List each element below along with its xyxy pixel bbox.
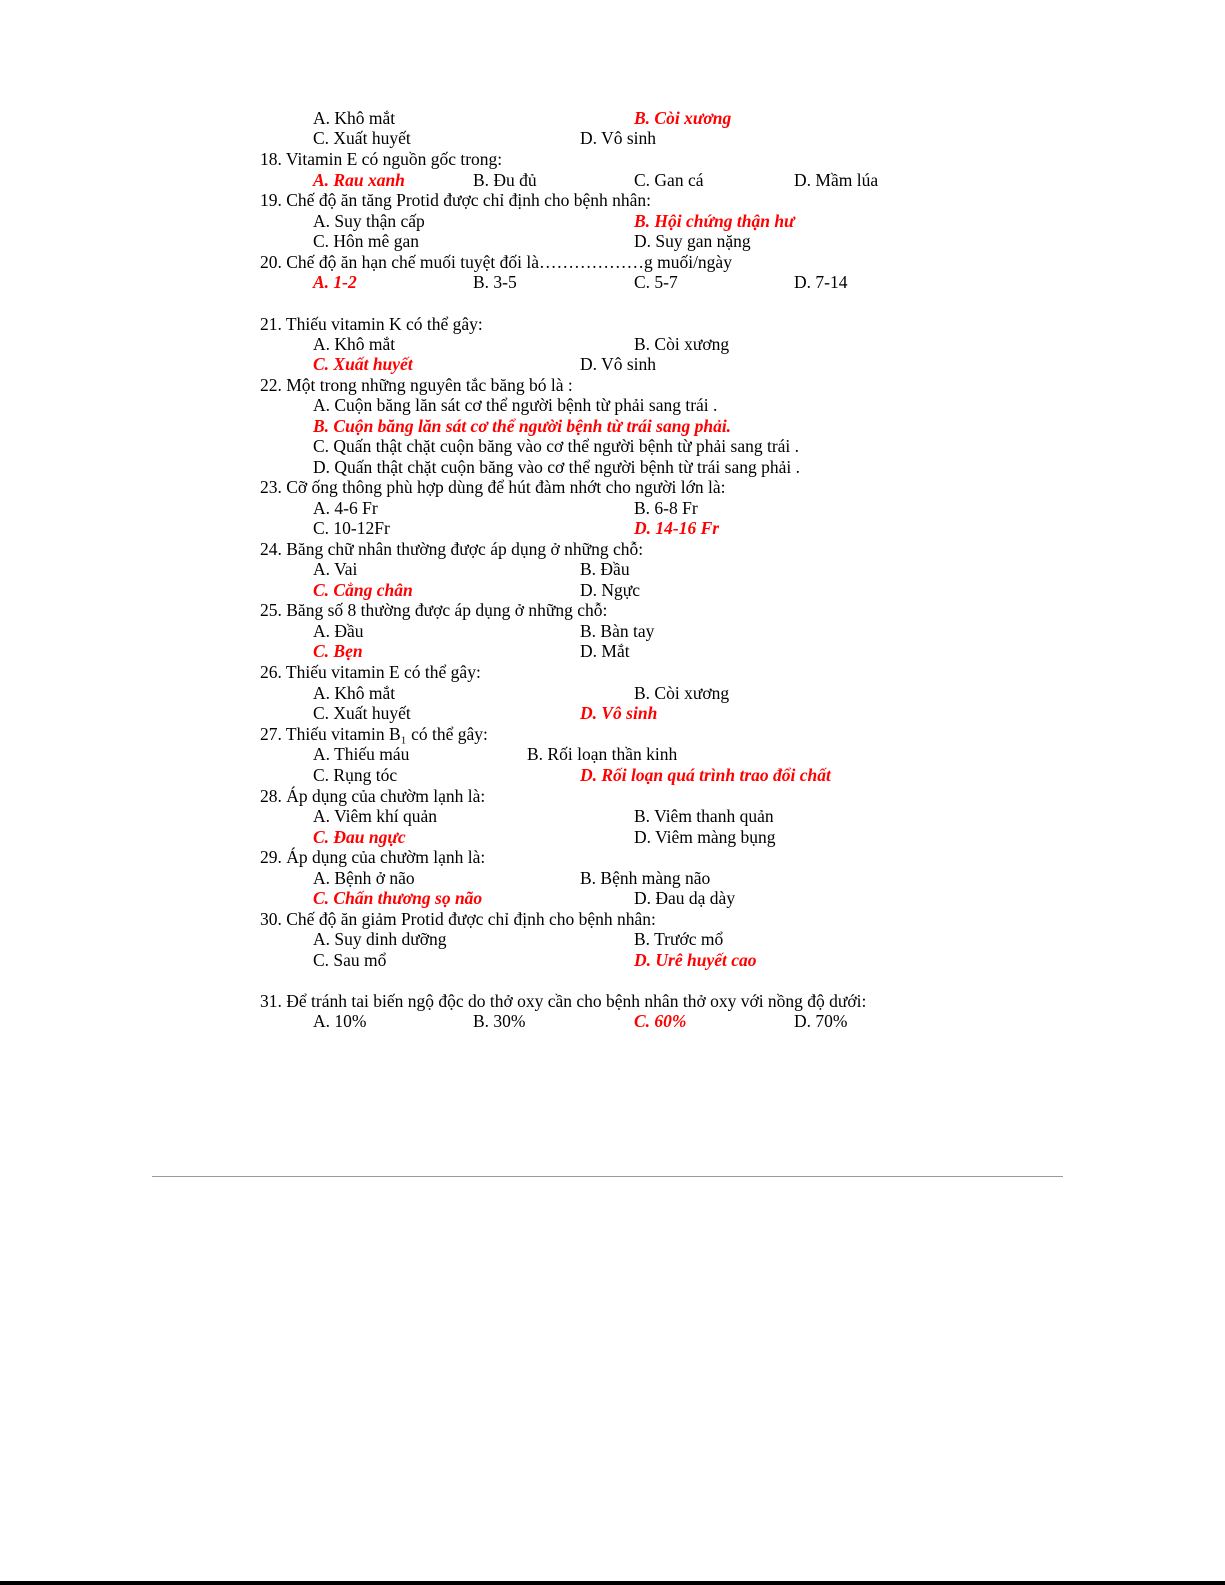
question-line xyxy=(0,662,1225,682)
option: C. Hôn mê gan xyxy=(313,231,419,251)
option: D. Mắt xyxy=(580,641,630,661)
question-text: 24. Băng chữ nhân thường được áp dụng ở những chỗ: xyxy=(260,539,644,559)
answer-option: C. Cẳng chân xyxy=(313,580,413,600)
options-line xyxy=(0,436,1225,456)
option: D. Đau dạ dày xyxy=(634,888,736,908)
question-line xyxy=(0,190,1225,210)
option: C. 5-7 xyxy=(634,272,678,292)
question-line xyxy=(0,252,1225,272)
option: A. Khô mắt xyxy=(313,334,396,354)
answer-option: A. 1-2 xyxy=(313,272,357,292)
options-line xyxy=(0,334,1225,354)
option: A. 10% xyxy=(313,1011,367,1031)
option: C. Sau mổ xyxy=(313,950,387,970)
option: B. Viêm thanh quản xyxy=(634,806,774,826)
option: A. 4-6 Fr xyxy=(313,498,378,518)
question-line xyxy=(0,600,1225,620)
question-line xyxy=(0,149,1225,169)
answer-option: C. Chấn thương sọ não xyxy=(313,888,483,908)
options-line xyxy=(0,354,1225,374)
options-line xyxy=(0,170,1225,190)
option: D. Quấn thật chặt cuộn băng vào cơ thể người bệnh từ trái sang phải . xyxy=(313,457,801,477)
question-text: 23. Cỡ ống thông phù hợp dùng để hút đàm nhớt cho người lớn là: xyxy=(260,477,726,497)
option: D. 7-14 xyxy=(794,272,848,292)
question-line xyxy=(0,724,1225,744)
option: D. Mầm lúa xyxy=(794,170,879,190)
option: C. 10-12Fr xyxy=(313,518,390,538)
option: B. Bàn tay xyxy=(580,621,655,641)
options-line xyxy=(0,827,1225,847)
option: A. Suy dinh dưỡng xyxy=(313,929,447,949)
question-line xyxy=(0,847,1225,867)
page-bottom-edge xyxy=(0,1581,1225,1585)
question-text: 30. Chế độ ăn giảm Protid được chỉ định cho bệnh nhân: xyxy=(260,909,656,929)
option: C. Xuất huyết xyxy=(313,128,411,148)
options-line xyxy=(0,641,1225,661)
option: B. 30% xyxy=(473,1011,526,1031)
question-text: 26. Thiếu vitamin E có thể gây: xyxy=(260,662,481,682)
option: A. Viêm khí quản xyxy=(313,806,438,826)
option: A. Vai xyxy=(313,559,358,579)
options-line xyxy=(0,457,1225,477)
option: D. Viêm màng bụng xyxy=(634,827,776,847)
option: D. Ngực xyxy=(580,580,641,600)
answer-option: D. Vô sinh xyxy=(580,703,658,723)
answer-option: C. Bẹn xyxy=(313,641,363,661)
options-line xyxy=(0,416,1225,436)
options-line xyxy=(0,888,1225,908)
answer-option: D. Urê huyết cao xyxy=(634,950,757,970)
options-line xyxy=(0,211,1225,231)
option: A. Khô mắt xyxy=(313,683,396,703)
option: D. Vô sinh xyxy=(580,128,657,148)
option: A. Thiếu máu xyxy=(313,744,410,764)
answer-option: B. Hội chứng thận hư xyxy=(634,211,795,231)
option: D. Vô sinh xyxy=(580,354,657,374)
options-line xyxy=(0,744,1225,764)
option: C. Quấn thật chặt cuộn băng vào cơ thể người bệnh từ phải sang trái . xyxy=(313,436,800,456)
answer-option: A. Rau xanh xyxy=(313,170,405,190)
options-line xyxy=(0,498,1225,518)
options-line xyxy=(0,231,1225,251)
question-line xyxy=(0,991,1225,1011)
answer-option: B. Cuộn băng lăn sát cơ thể người bệnh từ trái sang phải. xyxy=(313,416,732,436)
question-text: 31. Để tránh tai biến ngộ độc do thở oxy cần cho bệnh nhân thở oxy với nồng độ dưới: xyxy=(260,991,867,1011)
question-text: 18. Vitamin E có nguồn gốc trong: xyxy=(260,149,503,169)
option: A. Suy thận cấp xyxy=(313,211,425,231)
options-line xyxy=(0,128,1225,148)
question-line xyxy=(0,786,1225,806)
page-divider xyxy=(152,1176,1063,1177)
question-text: 28. Áp dụng của chườm lạnh là: xyxy=(260,786,486,806)
question-text: 19. Chế độ ăn tăng Protid được chỉ định cho bệnh nhân: xyxy=(260,190,652,210)
options-line xyxy=(0,272,1225,292)
question-text: 20. Chế độ ăn hạn chế muối tuyệt đối là………………g muối/ngày xyxy=(260,252,732,272)
options-line xyxy=(0,1011,1225,1031)
question-line xyxy=(0,375,1225,395)
options-line xyxy=(0,703,1225,723)
option: A. Bệnh ở não xyxy=(313,868,415,888)
option: B. Bệnh màng não xyxy=(580,868,711,888)
options-line xyxy=(0,683,1225,703)
option: B. Rối loạn thần kinh xyxy=(527,744,678,764)
question-text: 29. Áp dụng của chườm lạnh là: xyxy=(260,847,486,867)
option: B. Đu đủ xyxy=(473,170,537,190)
option: D. Suy gan nặng xyxy=(634,231,751,251)
question-text: 27. Thiếu vitamin B₁ có thể gây: xyxy=(260,724,488,744)
question-text: 21. Thiếu vitamin K có thể gây: xyxy=(260,314,483,334)
options-line xyxy=(0,580,1225,600)
question-line xyxy=(0,539,1225,559)
options-line xyxy=(0,108,1225,128)
options-line xyxy=(0,806,1225,826)
answer-option: B. Còi xương xyxy=(634,108,732,128)
question-text: 25. Băng số 8 thường được áp dụng ở những chỗ: xyxy=(260,600,608,620)
answer-option: D. 14-16 Fr xyxy=(634,518,720,538)
option: B. Trước mổ xyxy=(634,929,724,949)
options-line xyxy=(0,950,1225,970)
answer-option: C. Xuất huyết xyxy=(313,354,413,374)
option: B. Còi xương xyxy=(634,683,730,703)
option: C. Rụng tóc xyxy=(313,765,398,785)
option: B. 3-5 xyxy=(473,272,517,292)
options-line xyxy=(0,559,1225,579)
option: D. 70% xyxy=(794,1011,848,1031)
options-line xyxy=(0,868,1225,888)
answer-option: C. Đau ngực xyxy=(313,827,406,847)
options-line xyxy=(0,765,1225,785)
option: B. Đầu xyxy=(580,559,630,579)
option: A. Cuộn băng lăn sát cơ thể người bệnh từ phải sang trái . xyxy=(313,395,718,415)
options-line xyxy=(0,929,1225,949)
option: C. Xuất huyết xyxy=(313,703,411,723)
question-text: 22. Một trong những nguyên tắc băng bó là : xyxy=(260,375,573,395)
option: A. Khô mắt xyxy=(313,108,396,128)
answer-option: C. 60% xyxy=(634,1011,687,1031)
option: C. Gan cá xyxy=(634,170,704,190)
option: B. 6-8 Fr xyxy=(634,498,698,518)
options-line xyxy=(0,621,1225,641)
answer-option: D. Rối loạn quá trình trao đổi chất xyxy=(580,765,831,785)
question-line xyxy=(0,314,1225,334)
options-line xyxy=(0,395,1225,415)
options-line xyxy=(0,518,1225,538)
option: A. Đầu xyxy=(313,621,364,641)
question-line xyxy=(0,477,1225,497)
option: B. Còi xương xyxy=(634,334,730,354)
question-line xyxy=(0,909,1225,929)
